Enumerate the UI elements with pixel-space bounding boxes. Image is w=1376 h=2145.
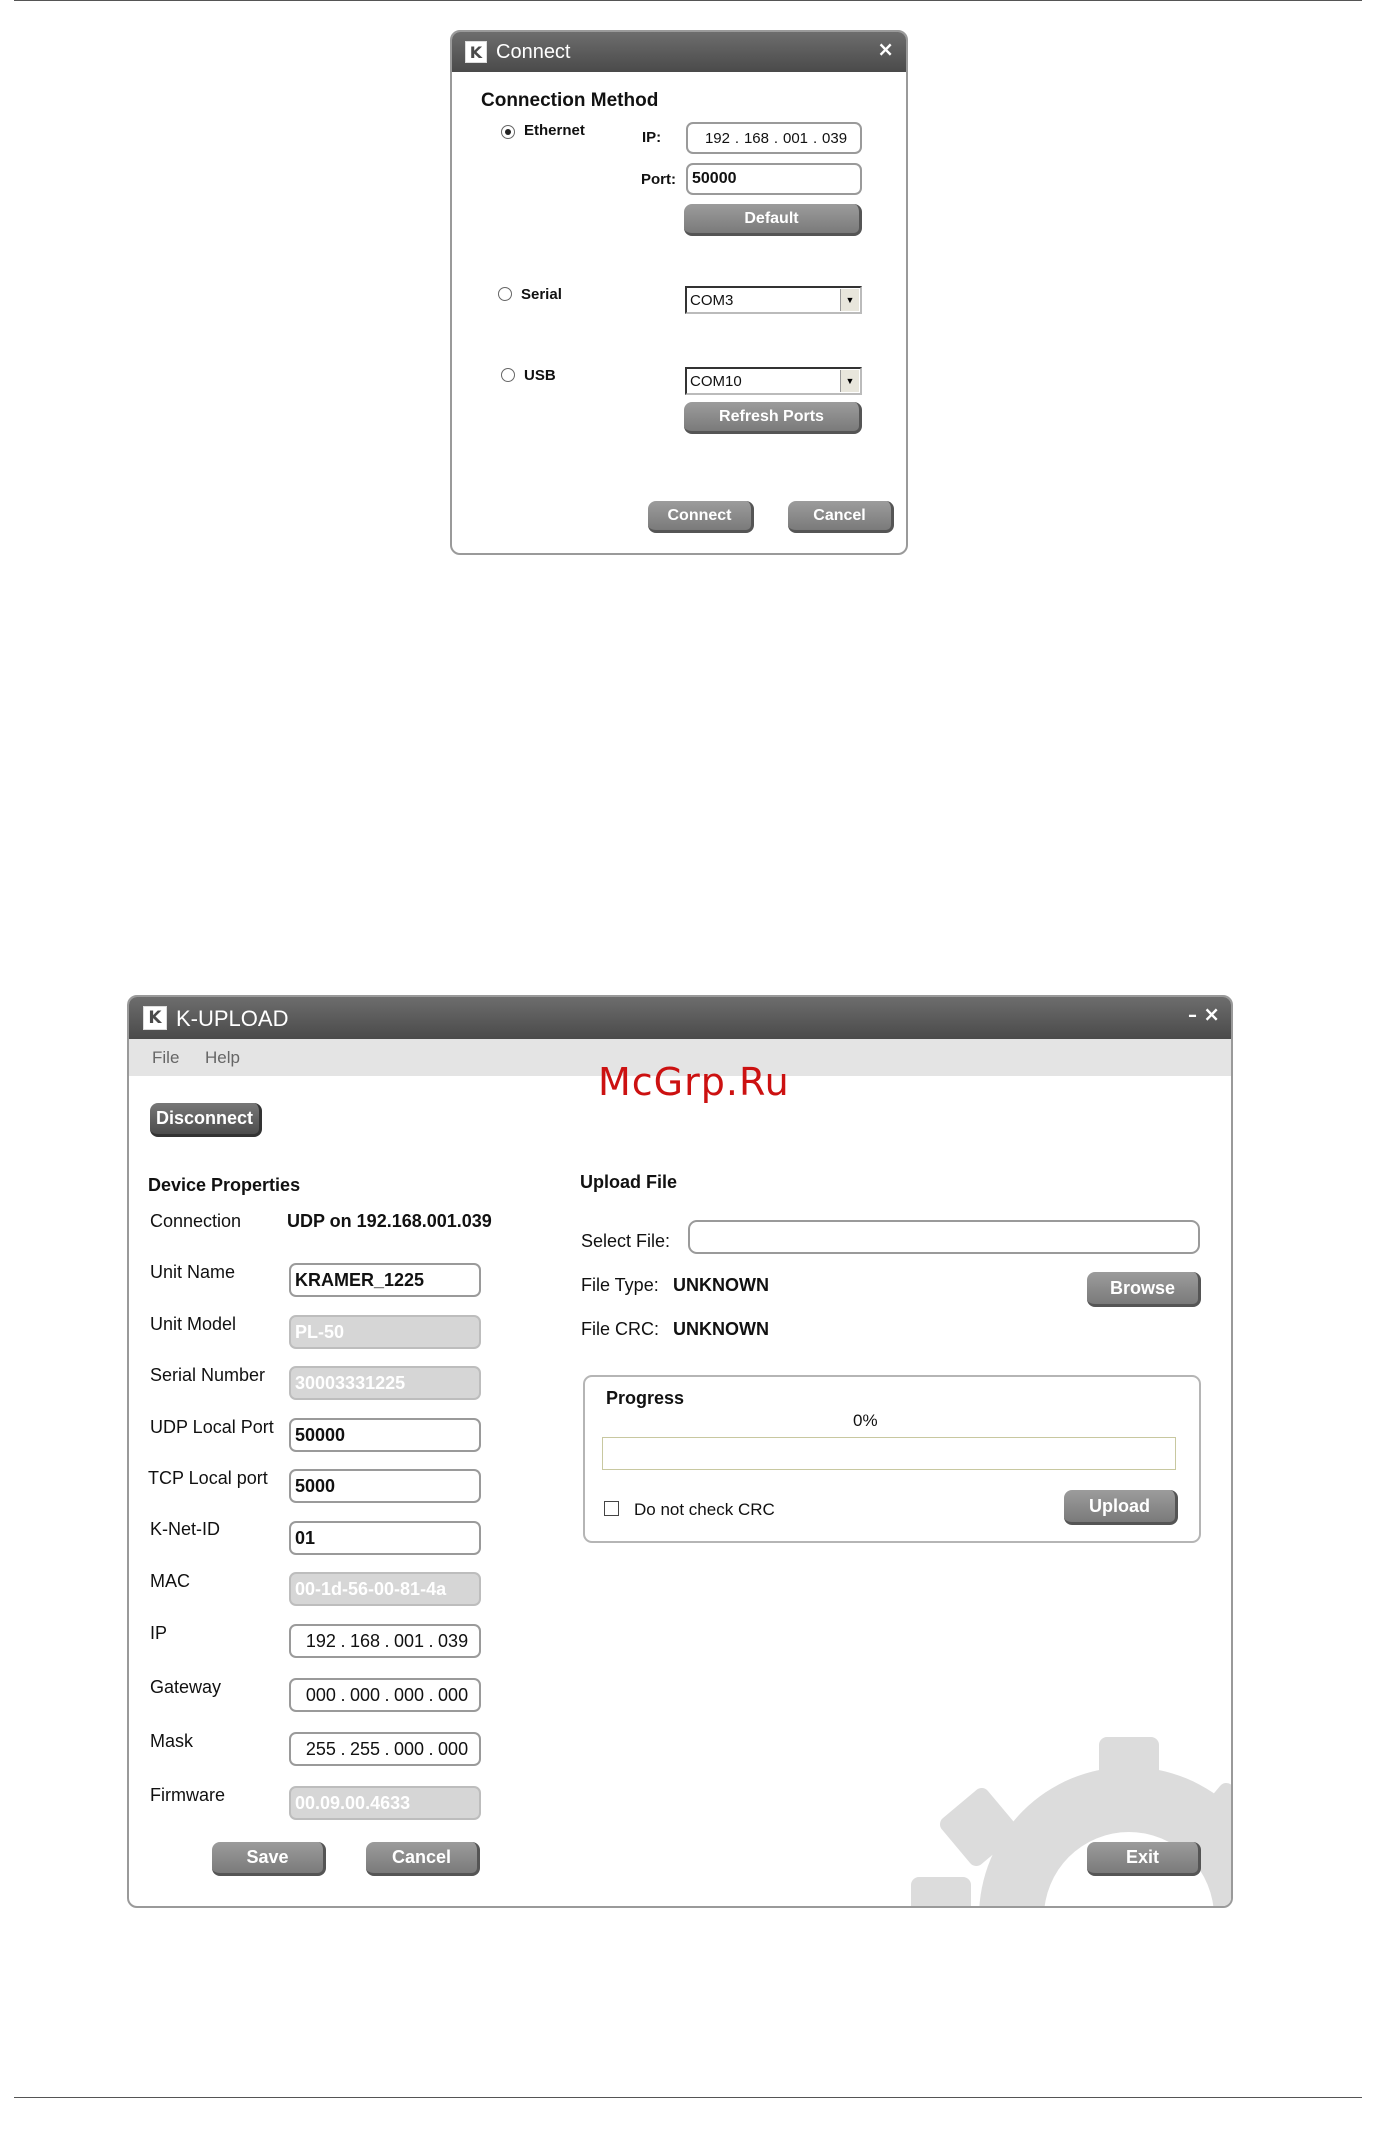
ip-octet-1: 192: [704, 129, 730, 147]
serial-radio[interactable]: [498, 287, 512, 301]
dropdown-arrow-icon[interactable]: ▼: [840, 370, 859, 392]
close-icon[interactable]: ×: [877, 37, 894, 61]
serial-number-field: 30003331225: [289, 1366, 481, 1400]
firmware-field: 00.09.00.4633: [289, 1786, 481, 1820]
top-rule: [14, 0, 1362, 1]
tcp-local-port-label: TCP Local port: [148, 1468, 268, 1488]
udp-local-port-label: UDP Local Port: [150, 1417, 274, 1437]
watermark-text: McGrp.Ru: [598, 1060, 790, 1104]
usb-radio[interactable]: [501, 368, 515, 382]
gateway-octet-1: 000: [305, 1684, 336, 1705]
port-field[interactable]: 50000: [686, 163, 862, 195]
file-crc-value: UNKNOWN: [673, 1319, 769, 1339]
ip-field[interactable]: 192 . 168 . 001 . 039: [289, 1624, 481, 1658]
mask-field[interactable]: 255 . 255 . 000 . 000: [289, 1732, 481, 1766]
crc-checkbox-label: Do not check CRC: [634, 1500, 775, 1519]
ip-label: IP: [150, 1623, 168, 1643]
default-button[interactable]: Default: [684, 204, 862, 236]
device-properties-heading: Device Properties: [148, 1175, 301, 1195]
knet-id-field[interactable]: 01: [289, 1521, 481, 1555]
gateway-octet-2: 000: [349, 1684, 380, 1705]
crc-checkbox[interactable]: [604, 1501, 619, 1516]
progress-group: [583, 1375, 1201, 1543]
refresh-ports-button[interactable]: Refresh Ports: [684, 402, 862, 434]
file-type-label: File Type:: [581, 1275, 659, 1295]
unit-model-label: Unit Model: [150, 1314, 237, 1334]
select-file-label: Select File:: [581, 1231, 671, 1251]
firmware-label: Firmware: [150, 1785, 225, 1805]
upload-file-heading: Upload File: [580, 1172, 678, 1192]
ip-octet-4: 039: [822, 129, 848, 147]
ip-octet-2: 168: [349, 1630, 380, 1651]
ethernet-radio[interactable]: [501, 125, 515, 139]
close-icon[interactable]: ×: [1203, 1002, 1220, 1026]
minimize-icon[interactable]: –: [1188, 1005, 1197, 1026]
ip-octet-3: 001: [783, 129, 809, 147]
menu-help[interactable]: Help: [205, 1048, 240, 1067]
bottom-rule: [14, 2097, 1362, 2098]
kramer-logo-icon: K: [465, 41, 487, 63]
usb-label: USB: [524, 367, 556, 384]
tcp-local-port-field[interactable]: 5000: [289, 1469, 481, 1503]
connect-titlebar[interactable]: [452, 32, 906, 72]
file-type-value: UNKNOWN: [673, 1275, 769, 1295]
browse-button[interactable]: Browse: [1087, 1272, 1201, 1307]
dropdown-arrow-icon[interactable]: ▼: [840, 289, 859, 311]
udp-local-port-field[interactable]: 50000: [289, 1418, 481, 1452]
mask-octet-4: 000: [438, 1738, 469, 1759]
gear-icon: [909, 1707, 1233, 1908]
ip-octet-4: 039: [438, 1630, 469, 1651]
connection-method-heading: Connection Method: [481, 90, 659, 111]
connect-button[interactable]: Connect: [648, 501, 754, 533]
gateway-octet-3: 000: [394, 1684, 425, 1705]
gateway-label: Gateway: [150, 1677, 222, 1697]
mask-octet-2: 255: [349, 1738, 380, 1759]
kupload-title: K-UPLOAD: [176, 1006, 289, 1031]
serial-port-select[interactable]: [685, 286, 862, 314]
kupload-window: [127, 995, 1233, 1908]
gateway-field[interactable]: 000 . 000 . 000 . 000: [289, 1678, 481, 1712]
upload-button[interactable]: Upload: [1064, 1490, 1178, 1525]
kramer-logo-icon: K: [143, 1006, 167, 1030]
port-label: Port:: [641, 171, 676, 188]
ip-octet-2: 168: [743, 129, 769, 147]
progress-percent: 0%: [853, 1411, 878, 1430]
gateway-octet-4: 000: [438, 1684, 469, 1705]
mask-octet-3: 000: [394, 1738, 425, 1759]
usb-port-value: COM10: [690, 372, 742, 390]
mask-octet-1: 255: [305, 1738, 336, 1759]
disconnect-button[interactable]: Disconnect: [150, 1103, 262, 1137]
exit-button[interactable]: Exit: [1087, 1842, 1201, 1876]
knet-id-label: K-Net-ID: [150, 1519, 221, 1539]
ip-octet-3: 001: [394, 1630, 425, 1651]
unit-name-field[interactable]: KRAMER_1225: [289, 1263, 481, 1297]
progress-bar: [602, 1437, 1176, 1470]
connection-value: UDP on 192.168.001.039: [287, 1211, 492, 1231]
mac-label: MAC: [150, 1571, 190, 1591]
serial-port-value: COM3: [690, 291, 734, 309]
file-crc-label: File CRC:: [581, 1319, 660, 1339]
cancel-button[interactable]: Cancel: [788, 501, 894, 533]
serial-number-label: Serial Number: [150, 1365, 266, 1385]
connection-label: Connection: [150, 1211, 242, 1231]
unit-model-field: PL-50: [289, 1315, 481, 1349]
menu-file[interactable]: File: [152, 1048, 180, 1067]
save-button[interactable]: Save: [212, 1842, 326, 1876]
serial-label: Serial: [521, 286, 562, 303]
connect-dialog: [450, 30, 908, 555]
connect-title: Connect: [496, 41, 571, 63]
usb-port-select[interactable]: [685, 367, 862, 395]
ip-field[interactable]: 192 . 168 . 001 . 039: [686, 122, 862, 154]
mask-label: Mask: [150, 1731, 194, 1751]
progress-heading: Progress: [606, 1388, 685, 1408]
ip-label: IP:: [642, 129, 662, 146]
device-cancel-button[interactable]: Cancel: [366, 1842, 480, 1876]
mac-field: 00-1d-56-00-81-4a: [289, 1572, 481, 1606]
ip-octet-1: 192: [305, 1630, 336, 1651]
ethernet-label: Ethernet: [524, 122, 585, 139]
unit-name-label: Unit Name: [150, 1262, 236, 1282]
kupload-titlebar[interactable]: [129, 997, 1231, 1039]
select-file-field[interactable]: [688, 1220, 1200, 1254]
